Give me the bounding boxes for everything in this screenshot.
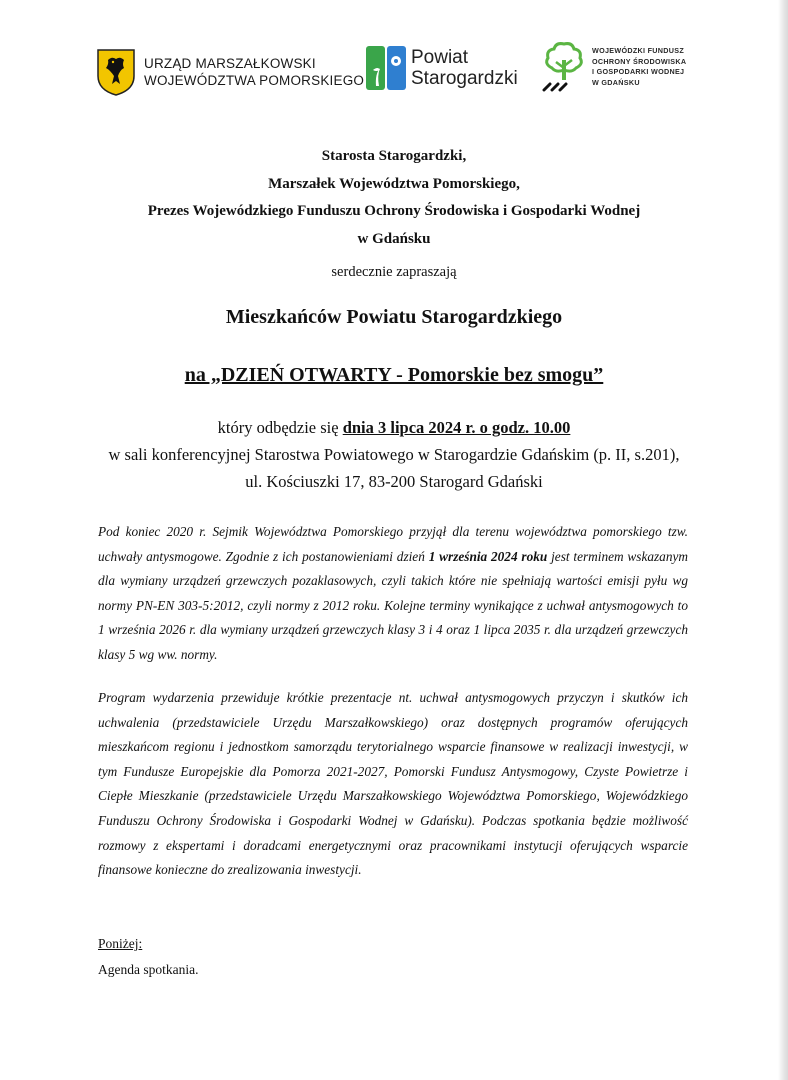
logo-row (0, 40, 788, 100)
organizer-line-1: Starosta Starogardzki, (321, 148, 467, 164)
page-edge-shadow (778, 0, 788, 1080)
event-address: ul. Kościuszki 17, 83-200 Starogard Gdański (245, 472, 543, 491)
invite-text: serdecznie zapraszają (331, 264, 457, 280)
logo3-line4: W GDAŃSKU (592, 77, 640, 87)
paragraph1-part1: Pod koniec 2020 r. Sejmik Województwa Pomorskiego przyjął dla terenu województwa pomorskiego tzw. uchwały antysmogowe. Zgodnie z ich postanowieniami dzień (98, 524, 688, 564)
logo3-line2: OCHRONY ŚRODOWISKA (592, 56, 687, 66)
logo2-line1: Powiat (411, 47, 469, 68)
event-venue: w sali konferencyjnej Starostwa Powiatowego w Starogardzie Gdańskim (p. II, s.201), (108, 445, 680, 464)
logo3-line3: I GOSPODARKI WODNEJ (592, 67, 685, 76)
powiat-starogardzki-logo (366, 46, 518, 90)
logo1-line1: URZĄD MARSZAŁKOWSKI (144, 56, 316, 71)
addressee-heading: Mieszkańców Powiatu Starogardzkiego (225, 306, 563, 328)
wfosigw-logo (542, 40, 686, 94)
event-date: dnia 3 lipca 2024 r. o godz. 10.00 (342, 418, 571, 437)
event-date-prefix: który odbędzie się (217, 418, 343, 437)
paragraph3-text: Podczas spotkania będzie możliwość rozmowy z ekspertami i doradcami energetycznymi oraz pracownikami instytucji oferujących wsparcie finansowe konieczne do zrealizowania inwestycji. (98, 812, 688, 878)
logo2-line2: Starogardzki (411, 68, 518, 89)
event-date-line (0, 414, 788, 441)
event-details (0, 414, 788, 495)
organizers-block (0, 143, 788, 253)
event-title: na „DZIEŃ OTWARTY - Pomorskie bez smogu” (184, 364, 604, 386)
agenda-text: Agenda spotkania. (98, 962, 199, 977)
organizer-line-3: Prezes Wojewódzkiego Funduszu Ochrony Środowiska i Gospodarki Wodnej (147, 203, 641, 219)
paragraph-event-program (98, 686, 688, 883)
paragraph2-text: Program wydarzenia przewiduje krótkie prezentacje nt. uchwał antysmogowych przyczyn i skutków ich uchwalenia (przedstawiciele Urzędu Marszałkowskiego) oraz dostępnych programów oferujących mieszkańcom regionu i jednostkom samorządu terytorialnego wsparcie finansowe w realizacji inwestycji, w tym Fundusze Europejskie dla Pomorza 2021-2027, Pomorski Fundusz Antysmogowy, Czyste Powietrze i Ciepłe Mieszkanie (przedstawiciele Urzędu Marszałkowskiego Województwa Pomorskiego, Wojewódzkiego Funduszu Ochrony Środowiska i Gospodarki Wodnej w Gdańsku). (98, 690, 688, 828)
paragraph-antismog-resolutions (98, 520, 688, 668)
powiat-flower-icon (366, 46, 406, 90)
urzad-marszalkowski-logo (96, 48, 364, 96)
logo3-line1: WOJEWÓDZKI FUNDUSZ (592, 46, 685, 55)
organizer-line-4: w Gdańsku (357, 230, 431, 247)
logo1-line2: WOJEWÓDZTWA POMORSKIEGO (144, 73, 365, 88)
paragraph1-deadline: 1 września 2024 roku (428, 548, 548, 564)
below-label: Poniżej: (98, 936, 143, 951)
organizer-line-2: Marszałek Województwa Pomorskiego, (268, 175, 520, 192)
pomorskie-crest-icon (96, 48, 136, 96)
paragraph1-part2: jest terminem wskazanym dla wymiany urządzeń grzewczych pozaklasowych, czyli takich które nie spełniają wartości emisji pyłu wg normy PN-EN 303-5:2012, czyli normy z 2012 roku. Kolejne terminy wynikające z uchwał antysmogowych to 1 września 2026 r. dla wymiany urządzeń grzewczych klasy 3 i 4 oraz 1 lipca 2035 r. dla urządzeń grzewczych klasy 5 wg ww. normy. (98, 548, 688, 662)
tree-icon (542, 40, 586, 94)
